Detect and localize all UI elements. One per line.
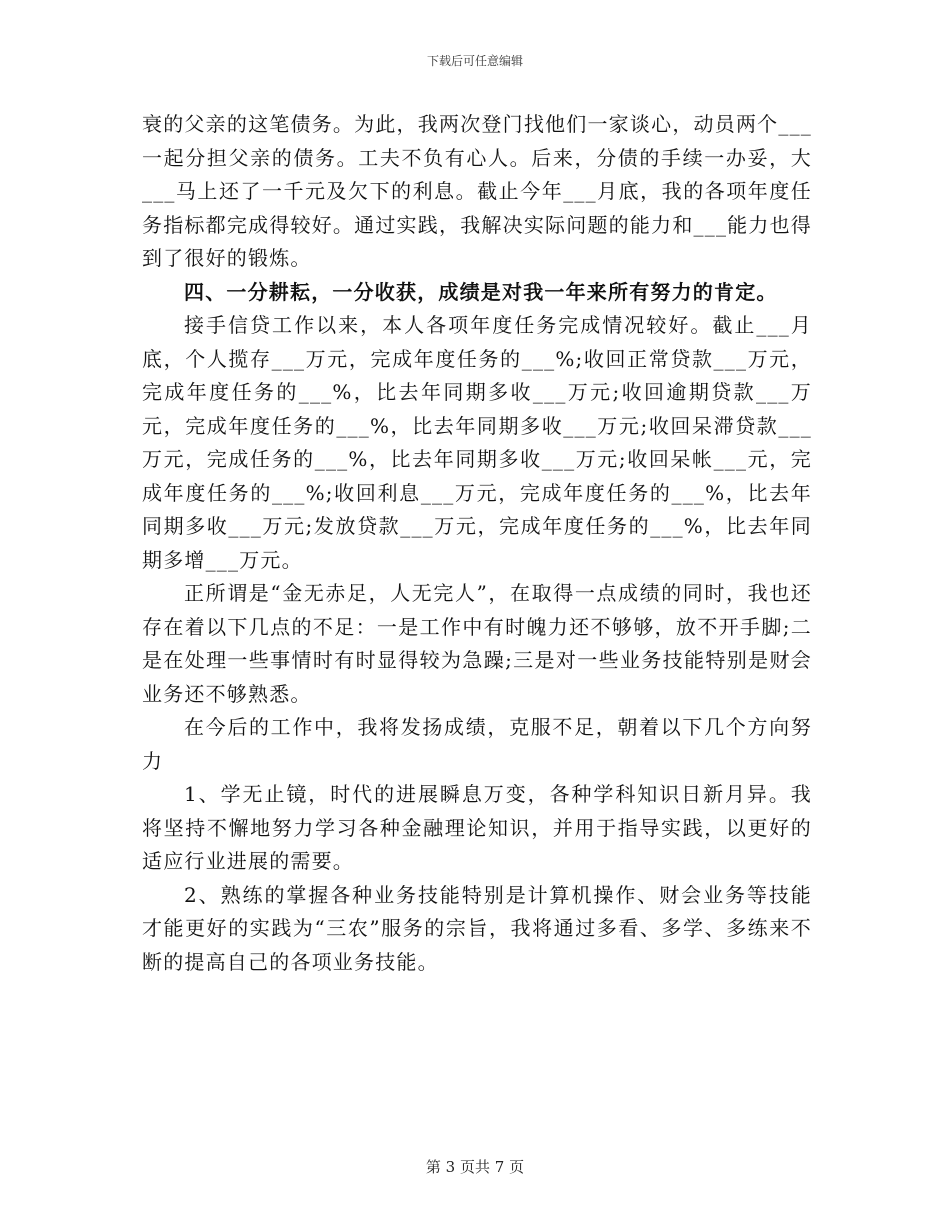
- paragraph-shortcomings: 正所谓是“金无赤足，人无完人”，在取得一点成绩的同时，我也还存在着以下几点的不足：一是工作中有时魄力还不够够，放不开手脚;二是在处理一些事情时有时显得较为急躁;三是对一些业务技能特别是财会业务还不够熟悉。: [142, 581, 812, 706]
- paragraph-task-completion: 接手信贷工作以来，本人各项年度任务完成情况较好。截止___月底，个人揽存___万元，完成年度任务的___%;收回正常贷款___万元，完成年度任务的___%，比去年同期多收___万元;收回逾期贷款___万元，完成年度任务的___%，比去年同期多收___万元;收回呆滞贷款___万元，完成任务的___%，比去年同期多收___万元;收回呆帐___元，完成年度任务的___%;收回利息___万元，完成年度任务的___%，比去年同期多收___万元;发放贷款___万元，完成年度任务的___%，比去年同期多增___万元。: [142, 313, 812, 572]
- section-heading-four: 四、一分耕耘，一分收获，成绩是对我一年来所有努力的肯定。: [184, 279, 778, 304]
- page-footer: 第 3 页共 7 页: [425, 1158, 525, 1176]
- paragraph-point-one: 1、学无止镜，时代的进展瞬息万变，各种学科知识日新月异。我将坚持不懈地努力学习各种金融理论知识，并用于指导实践，以更好的适应行业进展的需要。: [142, 782, 812, 873]
- paragraph-continued-debt: 衰的父亲的这笔债务。为此，我两次登门找他们一家谈心，动员两个___一起分担父亲的债务。工夫不负有心人。后来，分债的手续一办妥，大___马上还了一千元及欠下的利息。截止今年___月底，我的各项年度任务指标都完成得较好。通过实践，我解决实际问题的能力和___能力也得到了很好的锻炼。: [142, 112, 812, 270]
- document-body: [142, 108, 812, 979]
- paragraph-point-two: 2、熟练的掌握各种业务技能特别是计算机操作、财会业务等技能才能更好的实践为“三农”服务的宗旨，我将通过多看、多学、多练来不断的提高自己的各项业务技能。: [142, 882, 812, 974]
- paragraph-future-direction: 在今后的工作中，我将发扬成绩，克服不足，朝着以下几个方向努力: [142, 715, 812, 773]
- page-header: 下载后可任意编辑: [426, 54, 523, 68]
